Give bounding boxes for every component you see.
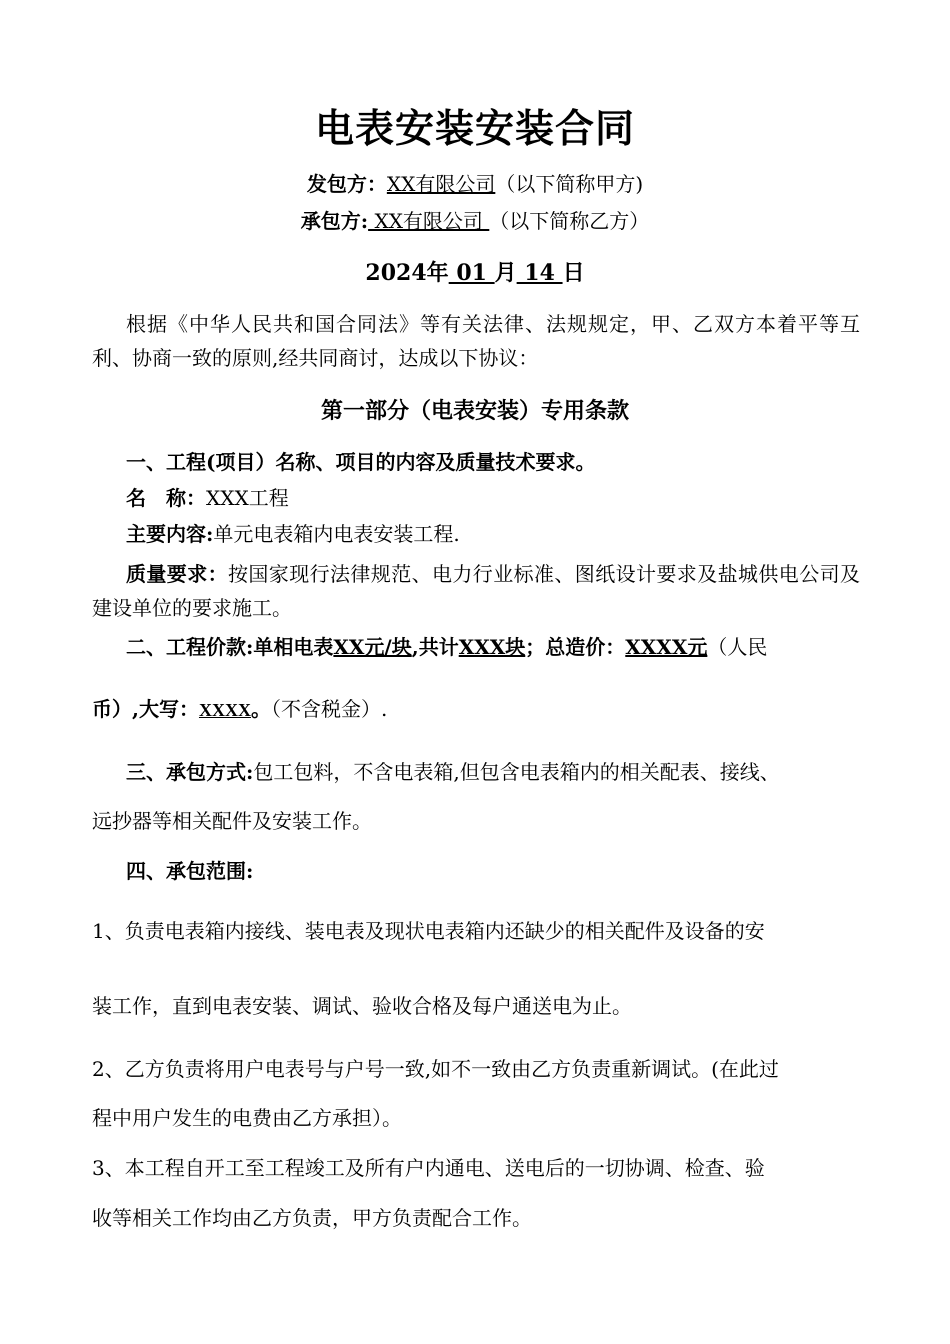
date-year-unit: 年	[426, 260, 449, 286]
scope-item-2-line-1: 2、乙方负责将用户电表号与户号一致,如不一致由乙方负责重新调试。(在此过	[92, 1057, 779, 1081]
price-intro: 二、工程价款:单相电表	[126, 635, 334, 659]
scope-item-2-line-2: 程中用户发生的电费由乙方承担）。	[92, 1106, 402, 1130]
party-b-suffix: （以下简称乙方）	[489, 209, 650, 233]
party-a-suffix: （以下简称甲方)	[495, 172, 644, 196]
date-month: 01	[448, 260, 495, 286]
capital-amount: XXXX	[198, 700, 251, 720]
project-name-label: 名 称：	[126, 486, 206, 510]
total-intro: ；总造价：	[525, 635, 626, 659]
quantity: XXX块	[458, 635, 526, 659]
quality-paragraph	[92, 557, 860, 625]
party-b-line	[0, 205, 950, 234]
total-price: XXXX元	[625, 635, 708, 659]
party-a-label: 发包方：	[306, 172, 387, 196]
currency-part-1: （人民	[707, 635, 768, 659]
party-a-line	[0, 168, 950, 197]
section-1-heading: 一、工程(项目）名称、项目的内容及质量技术要求。	[126, 450, 596, 474]
scope-item-3-line-2: 收等相关工作均由乙方负责，甲方负责配合工作。	[92, 1206, 532, 1230]
intro-text: 根据《中华人民共和国合同法》等有关法律、法规规定，甲、乙双方本着平等互利、协商一致的原则,经共同商讨，达成以下协议：	[92, 312, 860, 370]
section-2-line-2	[92, 693, 387, 722]
capital-intro: 币）,大写：	[92, 697, 199, 721]
tax-note: （不含税金）.	[270, 697, 388, 721]
date-day-unit: 日	[562, 260, 585, 286]
unit-price: XX元/块	[333, 635, 412, 659]
date-year: 2024	[365, 260, 427, 286]
date-month-unit: 月	[494, 260, 517, 286]
qty-intro: ,共计	[411, 635, 459, 659]
quality-label: 质量要求：	[126, 562, 228, 586]
main-content-line	[126, 518, 460, 547]
part-title: 第一部分（电表安装）专用条款	[320, 398, 629, 424]
section-3-line-1	[126, 756, 780, 785]
quality-text	[92, 557, 860, 625]
date-line	[0, 256, 950, 287]
section-2-line-1	[126, 631, 767, 660]
capital-end: 。	[250, 697, 271, 721]
party-a-name: XX有限公司	[386, 172, 496, 196]
quality-value: 按国家现行法律规范、电力行业标准、图纸设计要求及盐城供电公司及建设单位的要求施工。	[92, 562, 860, 620]
date-day: 14	[516, 260, 563, 286]
contract-mode-label: 三、承包方式:	[126, 760, 254, 784]
party-b-name: XX有限公司	[368, 209, 490, 233]
intro-paragraph	[92, 307, 860, 375]
section-3-line-2: 远抄器等相关配件及安装工作。	[92, 809, 372, 833]
party-b-label: 承包方:	[300, 209, 369, 233]
scope-item-1-line-2: 装工作，直到电表安装、调试、验收合格及每户通送电为止。	[92, 994, 632, 1018]
contract-mode-text-1: 包工包料，不含电表箱,但包含电表箱内的相关配表、接线、	[253, 760, 780, 784]
project-name-value: XXX工程	[206, 486, 289, 510]
document-title: 电表安装安装合同	[314, 106, 635, 152]
scope-item-3-line-1: 3、本工程自开工至工程竣工及所有户内通电、送电后的一切协调、检查、验	[92, 1156, 765, 1180]
project-name-line	[126, 482, 289, 511]
scope-item-1-line-1: 1、负责电表箱内接线、装电表及现状电表箱内还缺少的相关配件及设备的安	[92, 919, 765, 943]
section-4-heading: 四、承包范围:	[126, 859, 254, 883]
main-content-label: 主要内容:	[126, 522, 214, 546]
main-content-value: 单元电表箱内电表安装工程.	[213, 522, 460, 546]
